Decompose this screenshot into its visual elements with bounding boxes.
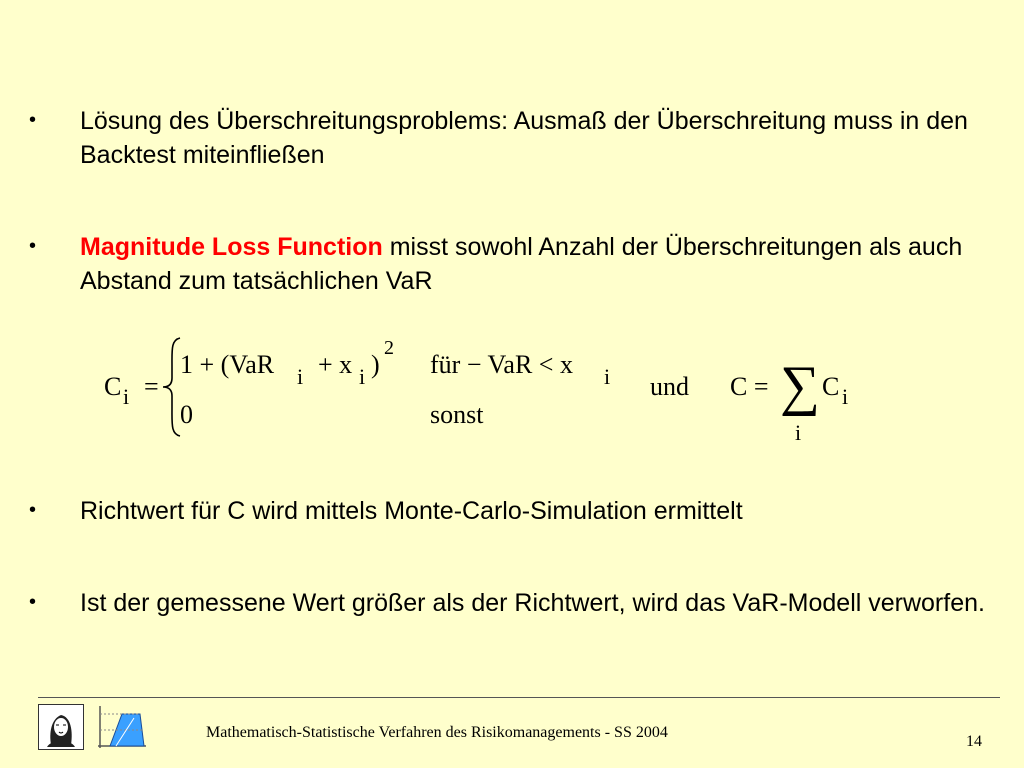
case1-close: ) <box>371 350 380 379</box>
sum-index: i <box>795 420 802 445</box>
formula-lhs-sub: i <box>123 384 130 409</box>
footer-divider <box>38 697 1000 698</box>
formula-equals: = <box>144 372 159 401</box>
case1-expr: 1 + (VaR <box>180 350 275 379</box>
case1-condition: für − VaR < x <box>430 350 573 379</box>
sum-term: C <box>822 372 840 401</box>
bullet-icon: • <box>29 591 37 613</box>
conjunction: und <box>650 372 689 401</box>
case1-condition-sub: i <box>604 364 611 389</box>
bullet-text-1: Lösung des Überschreitungsproblems: Ausmaß der Überschreitung muss in den Backtest miteinfließen <box>80 107 968 169</box>
bullet-text-3: Richtwert für C wird mittels Monte-Carlo-Simulation ermittelt <box>80 497 743 525</box>
sum-lhs: C = <box>730 372 769 401</box>
bullet-icon: • <box>29 109 37 131</box>
formula-lhs: C <box>104 372 122 401</box>
bullet-icon: • <box>29 499 37 521</box>
formula <box>0 330 1024 450</box>
footer-course-title: Mathematisch-Statistische Verfahren des Risikomanagements - SS 2004 <box>206 724 668 741</box>
highlight-term: Magnitude Loss Function <box>80 233 383 261</box>
sum-symbol: ∑ <box>780 355 820 417</box>
case2-condition: sonst <box>430 400 484 429</box>
case2-expr: 0 <box>180 400 193 429</box>
case1-plus: + x <box>318 350 353 379</box>
sum-term-sub: i <box>842 384 849 409</box>
bullet-icon: • <box>29 235 37 257</box>
chart-logo-icon <box>96 704 148 750</box>
case1-sub1: i <box>297 364 304 389</box>
case1-sub2: i <box>359 364 366 389</box>
bullet-text-2: Magnitude Loss Function misst sowohl Anzahl der Überschreitungen als auch Abstand zum tatsächlichen VaR <box>80 233 963 295</box>
page-number: 14 <box>966 733 982 750</box>
portrait-logo-icon <box>38 704 84 750</box>
bullet-text-4: Ist der gemessene Wert größer als der Richtwert, wird das VaR-Modell verworfen. <box>80 589 985 617</box>
case1-exp: 2 <box>384 337 394 359</box>
